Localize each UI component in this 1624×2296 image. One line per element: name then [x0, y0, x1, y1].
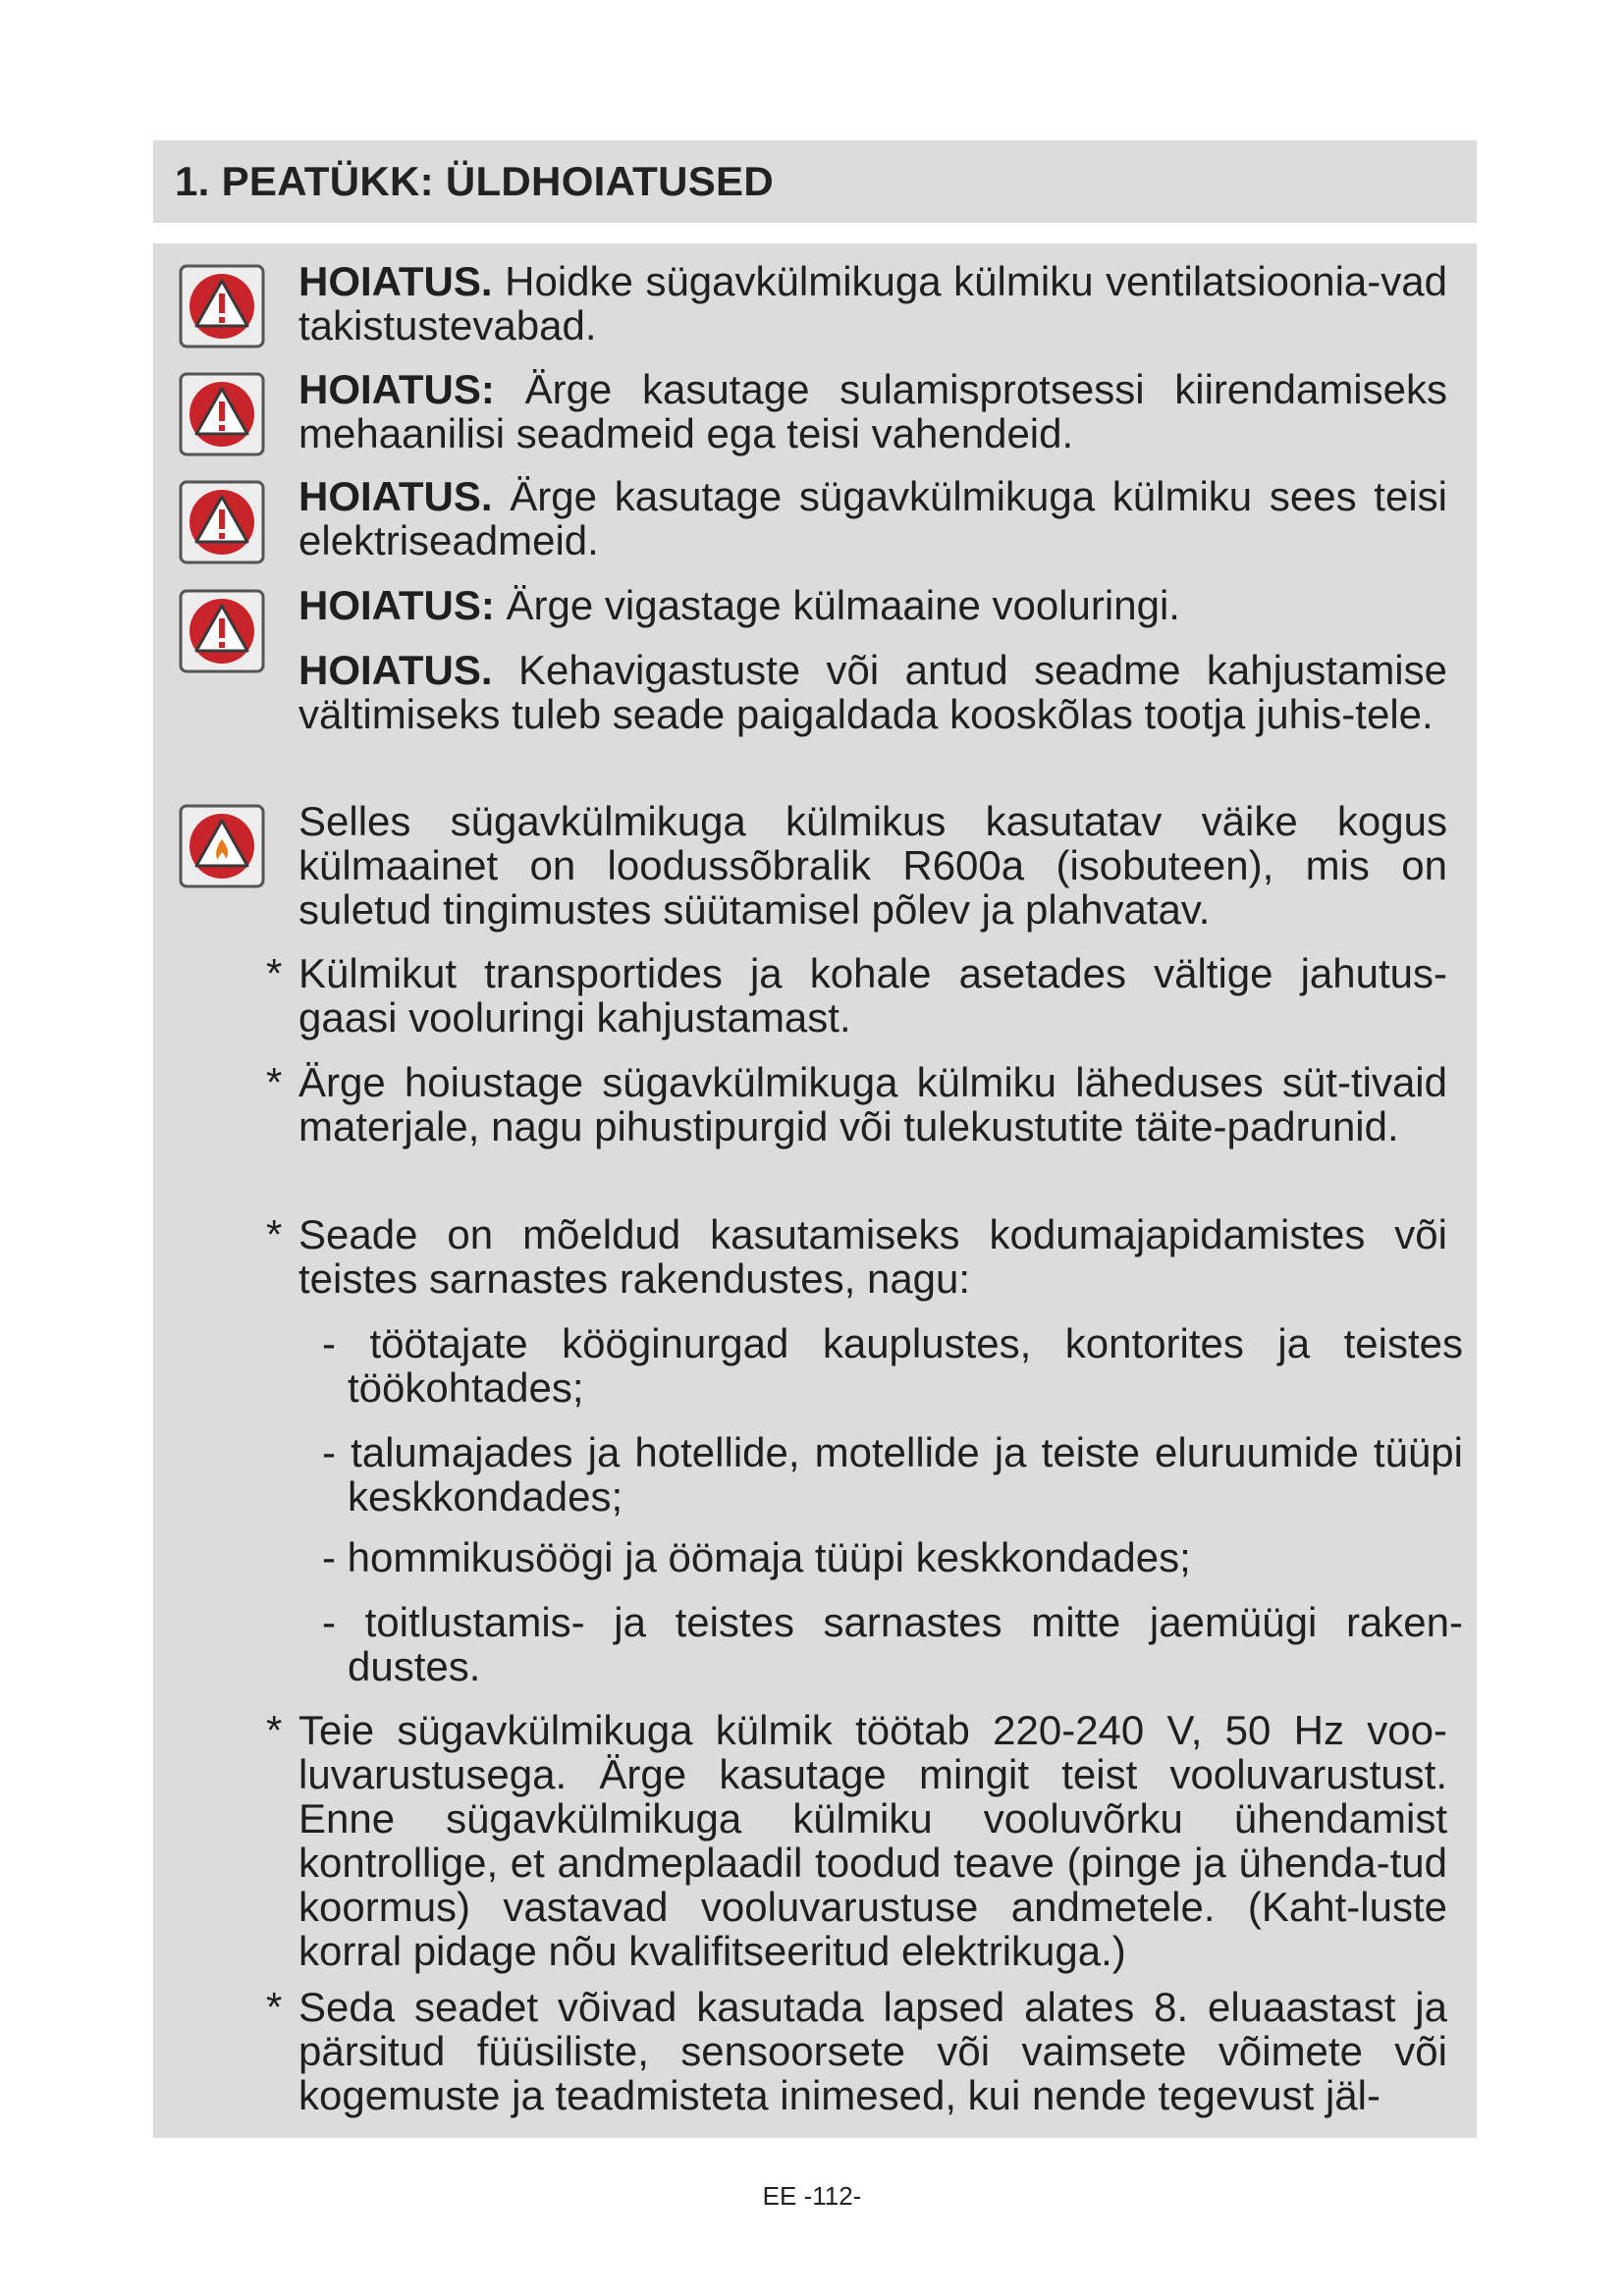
bullet-marker: *: [266, 1059, 283, 1105]
flammable-triangle-icon: [179, 804, 265, 888]
warnings-panel: [153, 243, 1477, 2138]
bullet-marker: *: [266, 1707, 283, 1753]
warning-triangle-icon: [179, 589, 265, 673]
bullet-marker: *: [266, 1984, 283, 2030]
bullet-power-supply: Teie sügavkülmikuga külmik töötab 220-240 V, 50 Hz voo-luvarustusega. Ärge kasutage mingit teist vooluvarustust. Enne sügavkülmikuga külmiku vooluvõrku ühendamist kontrollige, et andmeplaadil toodud teave (pinge ja ühenda-tud koormus) vastavad vooluvarustuse andmetele. (Kaht-luste korral pidage nõu kvalifitseeritud elektrikuga.): [298, 1707, 1447, 1974]
page-number: EE -112-: [762, 2181, 862, 2211]
warning-label: HOIATUS.: [298, 258, 493, 304]
bullet-transport: Külmikut transportides ja kohale asetades vältige jahutus-gaasi vooluringi kahjustamast.: [298, 950, 1447, 1041]
warning-triangle-icon: [179, 264, 265, 348]
warning-defrost: HOIATUS: Ärge kasutage sulamisprotsessi kiirendamiseks mehaanilisi seadmeid ega teisi vahendeid.: [298, 366, 1447, 456]
sub-item-staff-kitchens: - töötajate kööginurgad kauplustes, kontorites ja teistes töökohtades;: [322, 1320, 1463, 1411]
bullet-marker: *: [266, 1211, 283, 1257]
warning-refrigerant: HOIATUS: Ärge vigastage külmaaine vooluringi.: [298, 582, 1180, 628]
chapter-title: 1. PEATÜKK: ÜLDHOIATUSED: [175, 158, 774, 204]
warning-electrical: HOIATUS. Ärge kasutage sügavkülmikuga külmiku sees teisi elektriseadmeid.: [298, 473, 1447, 563]
sub-item-farmhouses: - talumajades ja hotellide, motellide ja teiste eluruumide tüüpi keskkondades;: [322, 1429, 1463, 1520]
bullet-intended-use: Seade on mõeldud kasutamiseks kodumajapidamistes või teistes sarnastes rakendustes, nagu:: [298, 1211, 1447, 1302]
warning-triangle-icon: [179, 480, 265, 564]
bullet-children-use: Seda seadet võivad kasutada lapsed alates 8. eluaastast ja pärsitud füüsiliste, sensoorsete või vaimsete võimete või kogemuste ja teadmisteta inimesed, kui nende tegevust jäl-: [298, 1984, 1447, 2118]
warning-ventilation: HOIATUS. Hoidke sügavkülmikuga külmiku ventilatsioonia-vad takistustevabad.: [298, 258, 1447, 348]
flammable-refrigerant-note: Selles sügavkülmikuga külmikus kasutatav väike kogus külmaainet on loodussõbralik R600a (isobuteen), mis on suletud tingimustes süütamisel põlev ja plahvatav.: [298, 798, 1447, 933]
warning-installation: HOIATUS. Kehavigastuste või antud seadme kahjustamise vältimiseks tuleb seade paigaldada kooskõlas tootja juhis-tele.: [298, 647, 1447, 737]
warning-label: HOIATUS.: [298, 473, 493, 519]
warning-label: HOIATUS:: [298, 582, 495, 628]
bullet-marker: *: [266, 950, 283, 996]
warning-label: HOIATUS.: [298, 647, 493, 693]
bullet-flammable-storage: Ärge hoiustage sügavkülmikuga külmiku läheduses süt-tivaid materjale, nagu pihustipurgid või tulekustutite täite-padrunid.: [298, 1059, 1447, 1149]
warning-triangle-icon: [179, 372, 265, 456]
sub-item-catering: - toitlustamis- ja teistes sarnastes mitte jaemüügi raken-dustes.: [322, 1599, 1463, 1689]
sub-item-bed-breakfast: - hommikusöögi ja öömaja tüüpi keskkondades;: [322, 1534, 1191, 1580]
chapter-header: [153, 140, 1477, 223]
warning-label: HOIATUS:: [298, 366, 495, 412]
